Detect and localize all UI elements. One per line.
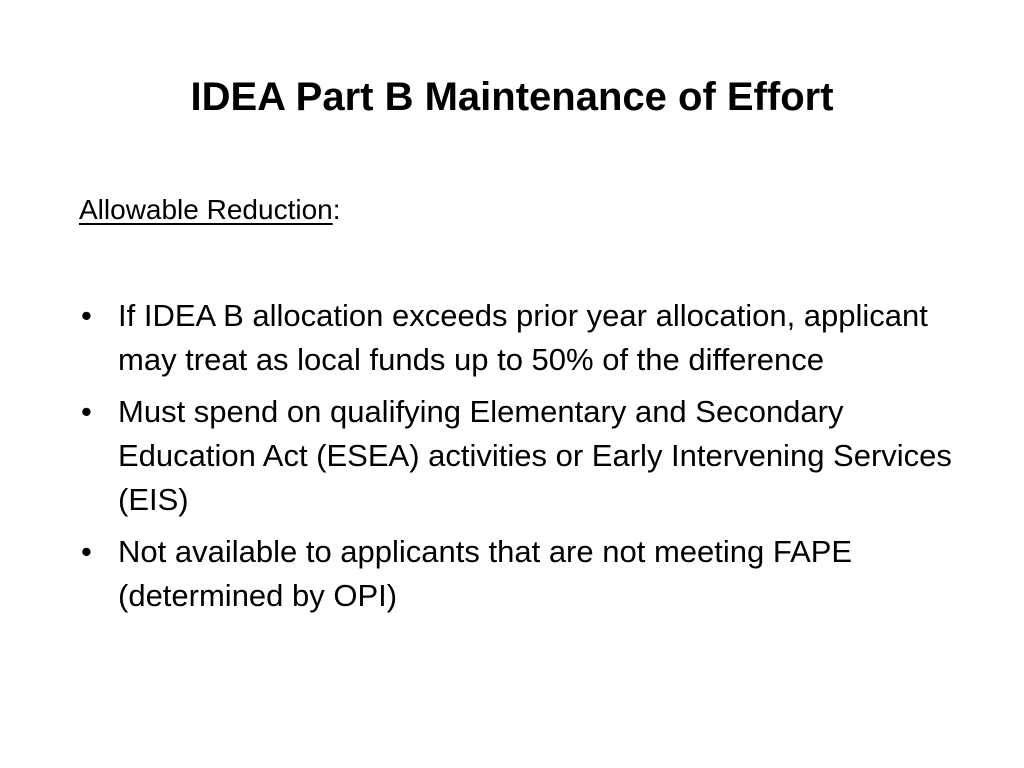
subheading-label: Allowable Reduction [79, 194, 333, 225]
bullet-text: Must spend on qualifying Elementary and Secondary Education Act (ESEA) activities or Early Intervening Services (EIS) [118, 394, 952, 517]
bullet-item-1 [79, 294, 959, 382]
section-subheading [79, 190, 341, 230]
bullet-text: Not available to applicants that are not meeting FAPE (determined by OPI) [118, 534, 853, 613]
slide-title: IDEA Part B Maintenance of Effort [190, 75, 834, 119]
subheading-colon: : [332, 194, 341, 225]
bullet-icon: • [81, 534, 92, 569]
bullet-item-3 [79, 530, 959, 618]
bullet-list [79, 294, 959, 626]
bullet-icon: • [81, 298, 92, 333]
bullet-icon: • [81, 394, 92, 429]
bullet-item-2 [79, 390, 959, 522]
bullet-text: If IDEA B allocation exceeds prior year allocation, applicant may treat as local funds up to 50% of the difference [118, 298, 928, 377]
